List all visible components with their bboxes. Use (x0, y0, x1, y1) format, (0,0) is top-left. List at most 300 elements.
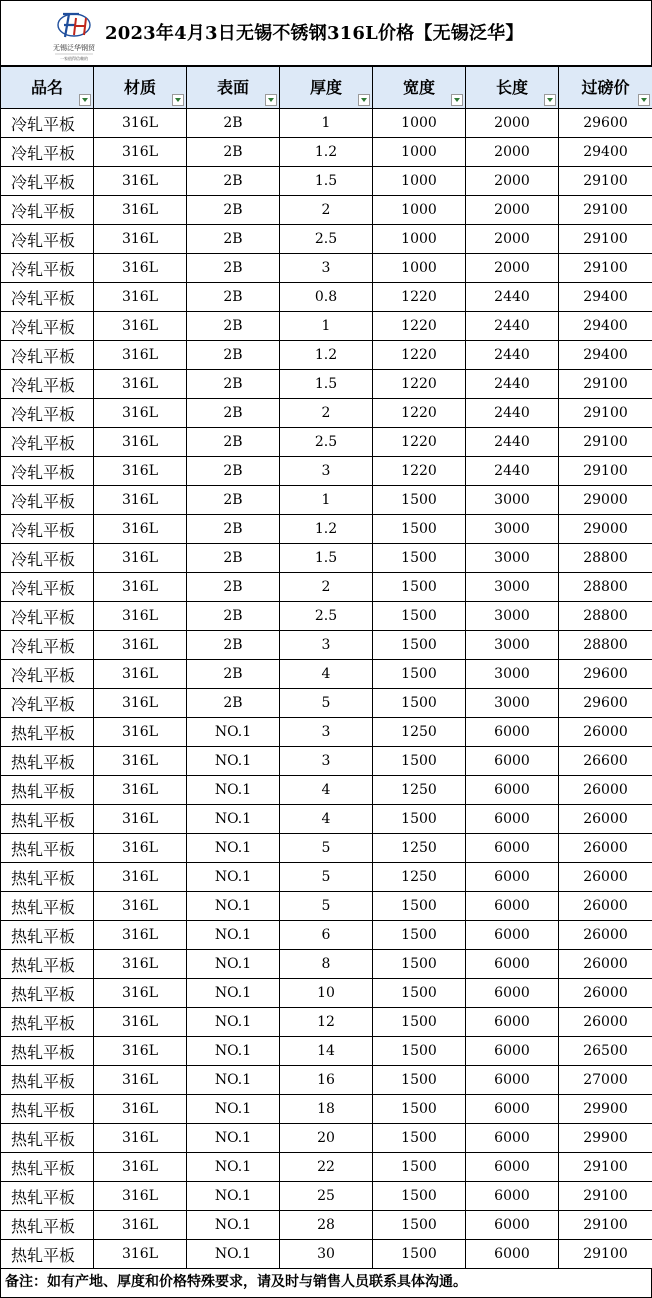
table-row (1, 660, 652, 689)
cell-material: 316L (94, 341, 187, 370)
cell-material: 316L (94, 776, 187, 805)
cell-material: 316L (94, 167, 187, 196)
cell-width: 1250 (373, 776, 466, 805)
table-row (1, 718, 652, 747)
table-row (1, 747, 652, 776)
cell-name: 热轧平板 (1, 950, 94, 979)
column-header-length[interactable]: 长度 (466, 67, 559, 109)
table-row (1, 1240, 652, 1269)
cell-name: 冷轧平板 (1, 225, 94, 254)
cell-surface: NO.1 (187, 1211, 280, 1240)
cell-surface: 2B (187, 196, 280, 225)
table-row (1, 196, 652, 225)
cell-width: 1500 (373, 979, 466, 1008)
cell-price: 26000 (559, 979, 652, 1008)
cell-width: 1500 (373, 1211, 466, 1240)
logo-company-name: 无锡泛华钢贸 (53, 43, 96, 52)
cell-surface: 2B (187, 457, 280, 486)
cell-price: 29400 (559, 138, 652, 167)
cell-material: 316L (94, 660, 187, 689)
cell-price: 29600 (559, 660, 652, 689)
cell-material: 316L (94, 515, 187, 544)
cell-length: 2440 (466, 428, 559, 457)
table-row (1, 979, 652, 1008)
table-row (1, 602, 652, 631)
logo-slogan: 一家值得信赖的 (60, 55, 88, 61)
cell-surface: 2B (187, 515, 280, 544)
cell-price: 29100 (559, 457, 652, 486)
cell-surface: NO.1 (187, 1008, 280, 1037)
cell-width: 1250 (373, 863, 466, 892)
cell-surface: NO.1 (187, 1095, 280, 1124)
cell-thickness: 1.2 (280, 138, 373, 167)
cell-length: 2440 (466, 283, 559, 312)
cell-surface: NO.1 (187, 863, 280, 892)
cell-material: 316L (94, 1124, 187, 1153)
cell-thickness: 6 (280, 921, 373, 950)
cell-surface: 2B (187, 660, 280, 689)
cell-surface: NO.1 (187, 776, 280, 805)
cell-thickness: 5 (280, 689, 373, 718)
cell-surface: 2B (187, 573, 280, 602)
cell-length: 6000 (466, 1008, 559, 1037)
cell-width: 1500 (373, 805, 466, 834)
table-row (1, 341, 652, 370)
cell-price: 28800 (559, 602, 652, 631)
cell-thickness: 3 (280, 718, 373, 747)
cell-thickness: 8 (280, 950, 373, 979)
cell-width: 1250 (373, 834, 466, 863)
cell-length: 6000 (466, 979, 559, 1008)
cell-length: 2440 (466, 312, 559, 341)
cell-thickness: 1.2 (280, 341, 373, 370)
table-row (1, 892, 652, 921)
cell-material: 316L (94, 1037, 187, 1066)
cell-surface: NO.1 (187, 834, 280, 863)
cell-material: 316L (94, 602, 187, 631)
cell-material: 316L (94, 428, 187, 457)
table-row (1, 863, 652, 892)
column-header-surface[interactable]: 表面 (187, 67, 280, 109)
cell-price: 29100 (559, 1153, 652, 1182)
cell-width: 1000 (373, 167, 466, 196)
cell-name: 冷轧平板 (1, 486, 94, 515)
cell-thickness: 2.5 (280, 428, 373, 457)
column-header-thickness[interactable]: 厚度 (280, 67, 373, 109)
cell-name: 热轧平板 (1, 1066, 94, 1095)
cell-length: 6000 (466, 747, 559, 776)
cell-price: 28800 (559, 631, 652, 660)
cell-price: 29100 (559, 225, 652, 254)
cell-name: 热轧平板 (1, 776, 94, 805)
table-row (1, 457, 652, 486)
cell-name: 热轧平板 (1, 1008, 94, 1037)
cell-surface: NO.1 (187, 950, 280, 979)
cell-price: 26000 (559, 805, 652, 834)
cell-thickness: 1 (280, 109, 373, 138)
cell-name: 热轧平板 (1, 1124, 94, 1153)
cell-name: 冷轧平板 (1, 428, 94, 457)
cell-width: 1220 (373, 457, 466, 486)
cell-length: 6000 (466, 1211, 559, 1240)
cell-price: 29100 (559, 399, 652, 428)
cell-price: 29100 (559, 1211, 652, 1240)
cell-surface: NO.1 (187, 1066, 280, 1095)
cell-material: 316L (94, 457, 187, 486)
table-row (1, 254, 652, 283)
cell-name: 热轧平板 (1, 718, 94, 747)
table-body (1, 109, 652, 1269)
cell-length: 2000 (466, 167, 559, 196)
cell-width: 1500 (373, 631, 466, 660)
cell-price: 29900 (559, 1124, 652, 1153)
cell-width: 1500 (373, 1037, 466, 1066)
cell-width: 1500 (373, 1066, 466, 1095)
cell-thickness: 16 (280, 1066, 373, 1095)
cell-length: 6000 (466, 950, 559, 979)
cell-material: 316L (94, 718, 187, 747)
cell-material: 316L (94, 1153, 187, 1182)
cell-surface: 2B (187, 225, 280, 254)
cell-width: 1000 (373, 109, 466, 138)
cell-width: 1500 (373, 602, 466, 631)
cell-thickness: 28 (280, 1211, 373, 1240)
cell-price: 27000 (559, 1066, 652, 1095)
cell-price: 29100 (559, 254, 652, 283)
table-row (1, 631, 652, 660)
cell-name: 冷轧平板 (1, 283, 94, 312)
cell-width: 1220 (373, 312, 466, 341)
cell-thickness: 5 (280, 863, 373, 892)
cell-material: 316L (94, 573, 187, 602)
cell-name: 冷轧平板 (1, 196, 94, 225)
cell-material: 316L (94, 1211, 187, 1240)
cell-thickness: 12 (280, 1008, 373, 1037)
cell-length: 3000 (466, 544, 559, 573)
cell-length: 2440 (466, 457, 559, 486)
cell-length: 3000 (466, 689, 559, 718)
cell-width: 1220 (373, 370, 466, 399)
company-logo (49, 5, 99, 63)
cell-surface: 2B (187, 370, 280, 399)
cell-name: 冷轧平板 (1, 399, 94, 428)
cell-width: 1500 (373, 689, 466, 718)
cell-thickness: 25 (280, 1182, 373, 1211)
cell-thickness: 1.5 (280, 544, 373, 573)
cell-surface: 2B (187, 689, 280, 718)
cell-price: 28800 (559, 544, 652, 573)
table-row (1, 1066, 652, 1095)
cell-material: 316L (94, 631, 187, 660)
cell-length: 2440 (466, 399, 559, 428)
footer-note: 备注：如有产地、厚度和价格特殊要求，请及时与销售人员联系具体沟通。 (0, 1269, 652, 1298)
cell-surface: 2B (187, 167, 280, 196)
cell-surface: 2B (187, 544, 280, 573)
column-header-width[interactable]: 宽度 (373, 67, 466, 109)
cell-surface: NO.1 (187, 892, 280, 921)
cell-width: 1500 (373, 1095, 466, 1124)
cell-length: 3000 (466, 631, 559, 660)
cell-thickness: 0.8 (280, 283, 373, 312)
table-row (1, 776, 652, 805)
cell-thickness: 20 (280, 1124, 373, 1153)
filter-dropdown-icon[interactable] (451, 94, 463, 106)
cell-material: 316L (94, 283, 187, 312)
cell-width: 1500 (373, 892, 466, 921)
table-row (1, 428, 652, 457)
cell-thickness: 22 (280, 1153, 373, 1182)
cell-thickness: 18 (280, 1095, 373, 1124)
column-header-price[interactable]: 过磅价 (559, 67, 652, 109)
cell-name: 冷轧平板 (1, 457, 94, 486)
table-row (1, 1211, 652, 1240)
cell-surface: 2B (187, 399, 280, 428)
cell-surface: NO.1 (187, 1124, 280, 1153)
cell-thickness: 3 (280, 747, 373, 776)
cell-name: 热轧平板 (1, 747, 94, 776)
cell-length: 6000 (466, 718, 559, 747)
table-row (1, 370, 652, 399)
cell-material: 316L (94, 254, 187, 283)
cell-length: 6000 (466, 863, 559, 892)
cell-thickness: 2.5 (280, 602, 373, 631)
header-row (1, 67, 652, 109)
cell-thickness: 1.2 (280, 515, 373, 544)
cell-price: 28800 (559, 573, 652, 602)
cell-thickness: 30 (280, 1240, 373, 1269)
cell-price: 26000 (559, 776, 652, 805)
cell-name: 热轧平板 (1, 979, 94, 1008)
cell-width: 1000 (373, 254, 466, 283)
table-row (1, 805, 652, 834)
cell-price: 29600 (559, 109, 652, 138)
cell-width: 1500 (373, 747, 466, 776)
cell-material: 316L (94, 805, 187, 834)
table-row (1, 312, 652, 341)
cell-name: 冷轧平板 (1, 544, 94, 573)
cell-material: 316L (94, 1095, 187, 1124)
cell-name: 冷轧平板 (1, 109, 94, 138)
cell-price: 26600 (559, 747, 652, 776)
cell-price: 29000 (559, 486, 652, 515)
cell-name: 热轧平板 (1, 1037, 94, 1066)
cell-length: 3000 (466, 573, 559, 602)
cell-length: 2000 (466, 254, 559, 283)
table-row (1, 1124, 652, 1153)
cell-length: 6000 (466, 1095, 559, 1124)
cell-thickness: 1 (280, 486, 373, 515)
cell-material: 316L (94, 979, 187, 1008)
cell-name: 冷轧平板 (1, 138, 94, 167)
cell-thickness: 4 (280, 776, 373, 805)
table-row (1, 283, 652, 312)
cell-material: 316L (94, 370, 187, 399)
cell-surface: 2B (187, 254, 280, 283)
cell-material: 316L (94, 1008, 187, 1037)
cell-length: 6000 (466, 805, 559, 834)
cell-price: 26000 (559, 834, 652, 863)
cell-surface: 2B (187, 109, 280, 138)
cell-surface: 2B (187, 428, 280, 457)
cell-price: 29400 (559, 312, 652, 341)
table-row (1, 1153, 652, 1182)
column-header-material[interactable]: 材质 (94, 67, 187, 109)
cell-material: 316L (94, 399, 187, 428)
cell-length: 6000 (466, 776, 559, 805)
cell-length: 3000 (466, 602, 559, 631)
filter-dropdown-icon[interactable] (358, 94, 370, 106)
cell-width: 1000 (373, 138, 466, 167)
cell-length: 6000 (466, 1240, 559, 1269)
cell-name: 热轧平板 (1, 1240, 94, 1269)
cell-surface: 2B (187, 602, 280, 631)
table-row (1, 573, 652, 602)
filter-dropdown-icon[interactable] (638, 94, 650, 106)
cell-length: 2440 (466, 341, 559, 370)
cell-surface: 2B (187, 312, 280, 341)
cell-name: 热轧平板 (1, 1182, 94, 1211)
cell-material: 316L (94, 834, 187, 863)
cell-surface: 2B (187, 341, 280, 370)
cell-price: 29100 (559, 428, 652, 457)
cell-length: 2440 (466, 370, 559, 399)
table-row (1, 1008, 652, 1037)
cell-name: 冷轧平板 (1, 573, 94, 602)
cell-material: 316L (94, 1066, 187, 1095)
table-row (1, 486, 652, 515)
cell-price: 26000 (559, 892, 652, 921)
cell-length: 6000 (466, 892, 559, 921)
cell-price: 26000 (559, 718, 652, 747)
filter-dropdown-icon[interactable] (544, 94, 556, 106)
cell-material: 316L (94, 109, 187, 138)
cell-price: 26000 (559, 921, 652, 950)
cell-name: 冷轧平板 (1, 341, 94, 370)
cell-material: 316L (94, 486, 187, 515)
cell-length: 2000 (466, 225, 559, 254)
table-row (1, 689, 652, 718)
cell-surface: NO.1 (187, 1240, 280, 1269)
table-row (1, 1037, 652, 1066)
cell-surface: 2B (187, 283, 280, 312)
cell-width: 1500 (373, 1124, 466, 1153)
cell-price: 29000 (559, 515, 652, 544)
cell-width: 1220 (373, 428, 466, 457)
title-bar (0, 0, 652, 66)
price-table (0, 66, 652, 1269)
filter-dropdown-icon[interactable] (265, 94, 277, 106)
cell-length: 6000 (466, 921, 559, 950)
cell-price: 26500 (559, 1037, 652, 1066)
cell-width: 1500 (373, 1182, 466, 1211)
cell-name: 热轧平板 (1, 805, 94, 834)
cell-thickness: 2 (280, 196, 373, 225)
cell-price: 29100 (559, 1240, 652, 1269)
cell-thickness: 14 (280, 1037, 373, 1066)
cell-width: 1250 (373, 718, 466, 747)
cell-material: 316L (94, 950, 187, 979)
cell-price: 26000 (559, 950, 652, 979)
table-row (1, 1095, 652, 1124)
cell-thickness: 2 (280, 399, 373, 428)
cell-surface: NO.1 (187, 1153, 280, 1182)
cell-length: 6000 (466, 1182, 559, 1211)
cell-name: 冷轧平板 (1, 254, 94, 283)
cell-price: 29400 (559, 341, 652, 370)
cell-name: 热轧平板 (1, 1095, 94, 1124)
cell-width: 1220 (373, 399, 466, 428)
cell-price: 26000 (559, 1008, 652, 1037)
table-row (1, 950, 652, 979)
cell-length: 3000 (466, 515, 559, 544)
cell-price: 29900 (559, 1095, 652, 1124)
cell-thickness: 1.5 (280, 167, 373, 196)
cell-width: 1500 (373, 573, 466, 602)
filter-dropdown-icon[interactable] (79, 94, 91, 106)
cell-material: 316L (94, 225, 187, 254)
cell-thickness: 3 (280, 631, 373, 660)
filter-dropdown-icon[interactable] (172, 94, 184, 106)
cell-thickness: 2.5 (280, 225, 373, 254)
cell-length: 6000 (466, 1037, 559, 1066)
cell-name: 热轧平板 (1, 1153, 94, 1182)
cell-width: 1220 (373, 283, 466, 312)
cell-width: 1000 (373, 225, 466, 254)
cell-name: 冷轧平板 (1, 631, 94, 660)
cell-length: 2000 (466, 196, 559, 225)
cell-price: 29100 (559, 167, 652, 196)
cell-length: 6000 (466, 1124, 559, 1153)
cell-width: 1500 (373, 660, 466, 689)
cell-surface: NO.1 (187, 921, 280, 950)
table-row (1, 515, 652, 544)
cell-material: 316L (94, 892, 187, 921)
table-row (1, 544, 652, 573)
cell-material: 316L (94, 921, 187, 950)
cell-surface: 2B (187, 138, 280, 167)
cell-material: 316L (94, 689, 187, 718)
cell-thickness: 5 (280, 834, 373, 863)
column-header-name[interactable]: 品名 (1, 67, 94, 109)
cell-name: 冷轧平板 (1, 370, 94, 399)
cell-width: 1500 (373, 1008, 466, 1037)
cell-name: 热轧平板 (1, 892, 94, 921)
cell-width: 1500 (373, 486, 466, 515)
cell-name: 冷轧平板 (1, 689, 94, 718)
cell-length: 6000 (466, 834, 559, 863)
page-title: 2023年4月3日无锡不锈钢316L价格【无锡泛华】 (105, 19, 524, 45)
cell-material: 316L (94, 312, 187, 341)
cell-width: 1500 (373, 1240, 466, 1269)
cell-width: 1500 (373, 950, 466, 979)
table-row (1, 921, 652, 950)
cell-thickness: 1.5 (280, 370, 373, 399)
cell-surface: NO.1 (187, 979, 280, 1008)
cell-width: 1000 (373, 196, 466, 225)
cell-thickness: 4 (280, 805, 373, 834)
cell-name: 冷轧平板 (1, 660, 94, 689)
cell-surface: NO.1 (187, 805, 280, 834)
cell-length: 6000 (466, 1066, 559, 1095)
cell-surface: NO.1 (187, 718, 280, 747)
cell-width: 1500 (373, 515, 466, 544)
table-row (1, 399, 652, 428)
cell-name: 热轧平板 (1, 834, 94, 863)
cell-width: 1220 (373, 341, 466, 370)
cell-thickness: 3 (280, 457, 373, 486)
cell-width: 1500 (373, 1153, 466, 1182)
cell-material: 316L (94, 138, 187, 167)
